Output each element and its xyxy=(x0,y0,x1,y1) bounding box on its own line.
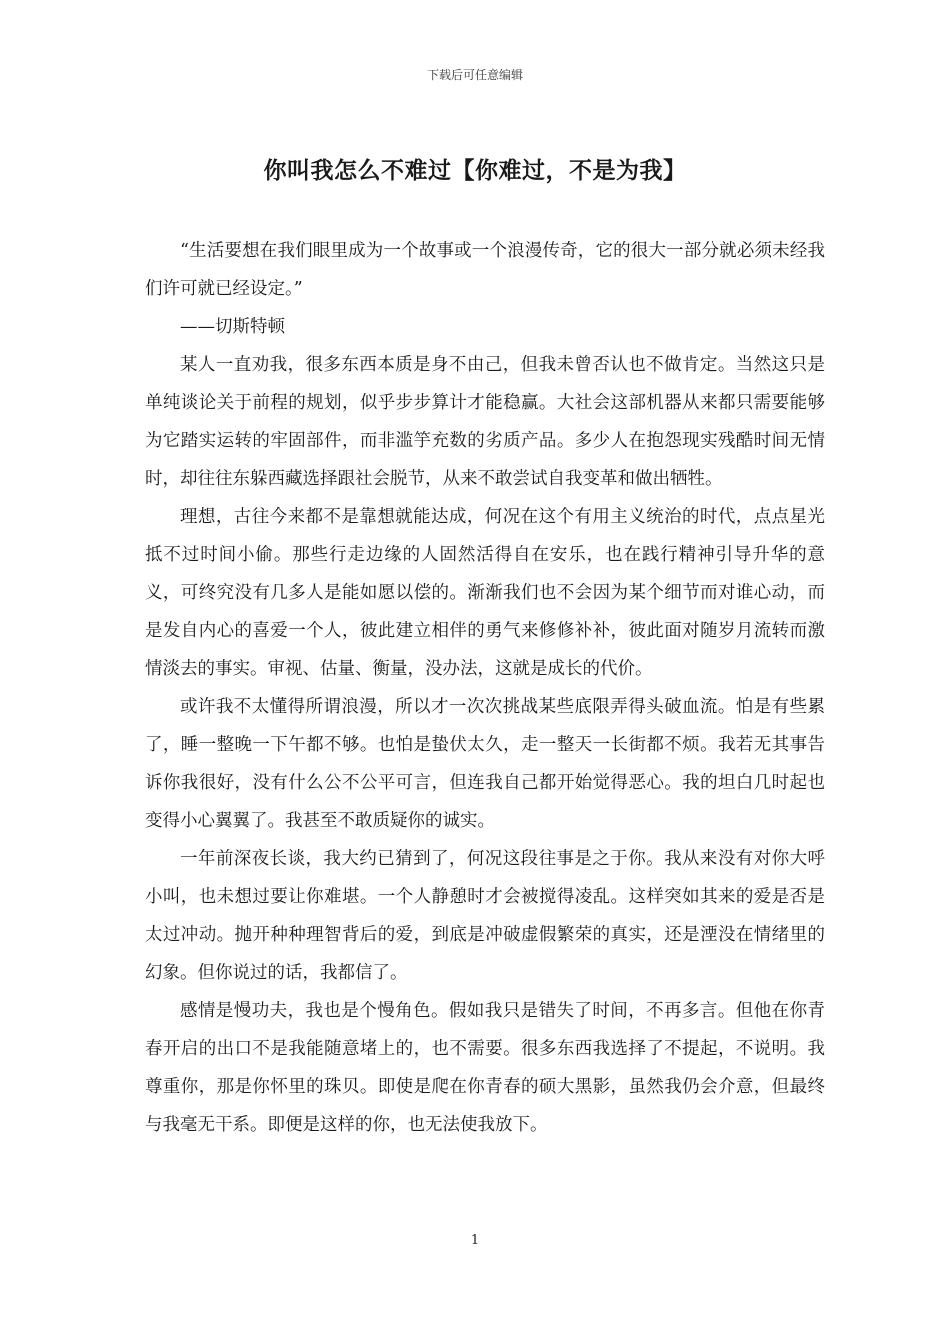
paragraph: 一年前深夜长谈，我大约已猜到了，何况这段往事是之于你。我从来没有对你大呼小叫，也未想过要让你难堪。一个人静憩时才会被搅得凌乱。这样突如其来的爱是否是太过冲动。抛开种种理智背后的爱，到底是冲破虚假繁荣的真实，还是湮没在情绪里的幻象。但你说过的话，我都信了。 xyxy=(145,849,825,983)
page-number: 1 xyxy=(470,1233,480,1248)
paragraph: 理想，古往今来都不是靠想就能达成，何况在这个有用主义统治的时代，点点星光抵不过时间小偷。那些行走边缘的人固然活得自在安乐，也在践行精神引导升华的意义，可终究没有几多人是能如愿以偿的。渐渐我们也不会因为某个细节而对谁心动，而是发自内心的喜爱一个人，彼此建立相伴的勇气来修修补补，彼此面对随岁月流转而激情淡去的事实。审视、估量、衡量，没办法，这就是成长的代价。 xyxy=(145,507,825,679)
document-body xyxy=(145,232,825,1144)
paragraph: 或许我不太懂得所谓浪漫，所以才一次次挑战某些底限弄得头破血流。怕是有些累了，睡一整晚一下午都不够。也怕是蛰伏太久，走一整天一长街都不烦。我若无其事告诉你我很好，没有什么公不公平可言，但连我自己都开始觉得恶心。我的坦白几时起也变得小心翼翼了。我甚至不敢质疑你的诚实。 xyxy=(145,697,825,831)
paragraph: 某人一直劝我，很多东西本质是身不由己，但我未曾否认也不做肯定。当然这只是单纯谈论关于前程的规划，似乎步步算计才能稳赢。大社会这部机器从来都只需要能够为它踏实运转的牢固部件，而非滥竽充数的劣质产品。多少人在抱怨现实残酷时间无情时，却往往东躲西藏选择跟社会脱节，从来不敢尝试自我变革和做出牺牲。 xyxy=(145,355,825,489)
paragraph: 感情是慢功夫，我也是个慢角色。假如我只是错失了时间，不再多言。但他在你青春开启的出口不是我能随意堵上的，也不需要。很多东西我选择了不提起，不说明。我尊重你，那是你怀里的珠贝。即使是爬在你青春的硕大黑影，虽然我仍会介意，但最终与我毫无干系。即便是这样的你，也无法使我放下。 xyxy=(145,1001,825,1135)
page-header: 下载后可任意编辑 xyxy=(426,68,523,82)
document-title: 你叫我怎么不难过【你难过，不是为我】 xyxy=(263,157,687,184)
epigraph-attribution: ——切斯特顿 xyxy=(180,317,285,337)
epigraph-quote: “生活要想在我们眼里成为一个故事或一个浪漫传奇，它的很大一部分就必须未经我们许可就已经设定。” xyxy=(145,241,825,299)
